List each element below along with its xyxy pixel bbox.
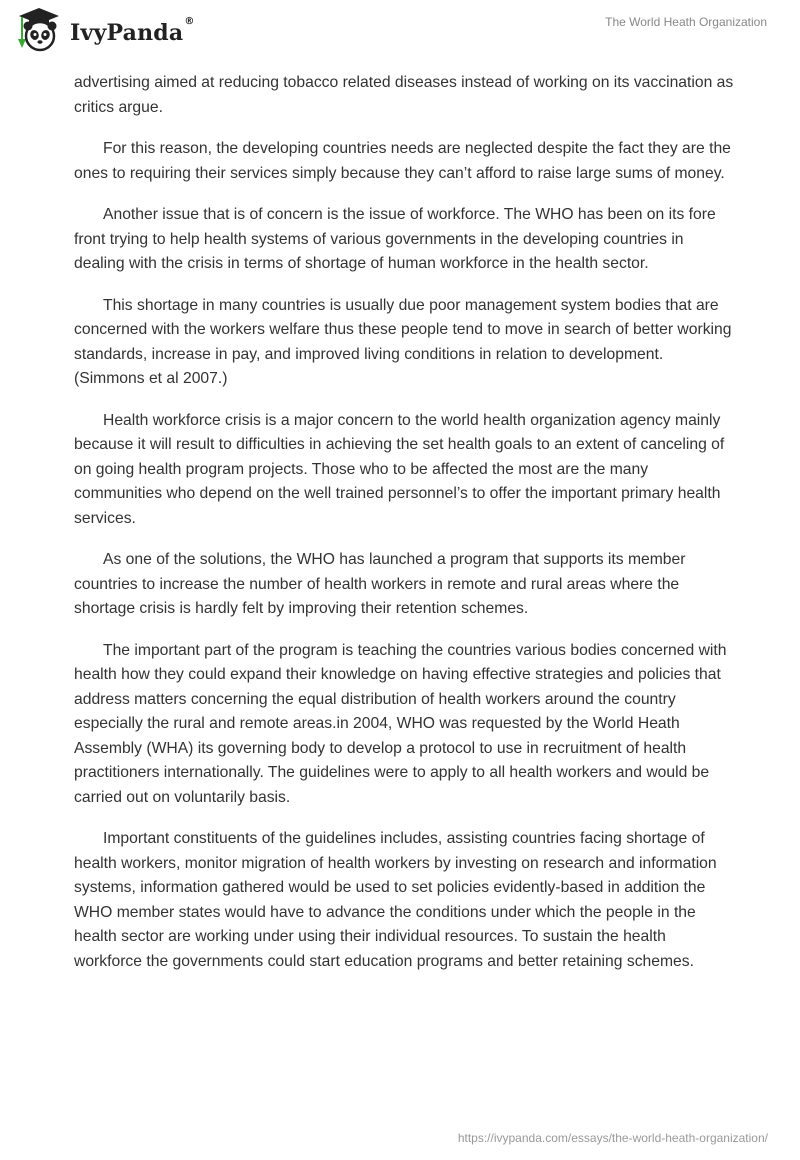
paragraph: Health workforce crisis is a major concern to the world health organization agency mainly because it will result to difficulties in achieving the set health goals to an extent of canceling of on going health program projects. Those who to be affected the most are the many communities who depend on the well trained personnel’s to offer the important primary health services.: [74, 411, 725, 527]
paragraph: This shortage in many countries is usually due poor management system bodies that are concerned with the workers welfare thus these people tend to move in search of better working standards, increase in pay, and improved living conditions in relation to development. (Simmons et al 2007.): [74, 296, 732, 387]
brand-logo[interactable]: [14, 6, 195, 56]
paragraph: The important part of the program is teaching the countries various bodies concerned with health how they could expand their knowledge on having effective strategies and policies that address matters concerning the equal distribution of health workers around the country especially the rural and remote areas.in 2004, WHO was requested by the World Heath Assembly (WHA) its governing body to develop a protocol to use in recruitment of health practitioners internationally. The guidelines were to apply to all health workers and would be carried out on voluntarily basis.: [74, 641, 727, 806]
paragraph: Important constituents of the guidelines includes, assisting countries facing shortage of health workers, monitor migration of health workers by investing on research and information systems, information gathered would be used to set policies evidently-based in addition the WHO member states would have to advance the conditions under which the people in the health sector are working under using their individual resources. To sustain the health workforce the governments could start education programs and better retaining schemes.: [74, 830, 717, 970]
brand-wordmark: [70, 16, 195, 46]
running-title: The World Heath Organization: [605, 15, 767, 29]
registered-mark: ®: [184, 16, 195, 27]
paragraph: For this reason, the developing countries needs are neglected despite the fact they are the ones to requiring their services simply because they can’t afford to raise large sums of money.: [74, 140, 731, 182]
page-header: [0, 0, 800, 70]
paragraph: As one of the solutions, the WHO has launched a program that supports its member countries to increase the number of health workers in remote and rural areas where the shortage crisis is hardly felt by improving their retention schemes.: [74, 551, 686, 617]
paragraph: advertising aimed at reducing tobacco related diseases instead of working on its vaccination as critics argue.: [74, 74, 734, 116]
essay-body: [74, 71, 734, 991]
source-url-link[interactable]: https://ivypanda.com/essays/the-world-heath-organization/: [457, 1131, 768, 1145]
paragraph: Another issue that is of concern is the issue of workforce. The WHO has been on its fore front trying to help health systems of various governments in the developing countries in dealing with the crisis in terms of shortage of human workforce in the health sector.: [74, 206, 716, 272]
brand-name: IvyPanda: [70, 20, 184, 46]
panda-graduate-logo-icon: [14, 6, 64, 56]
